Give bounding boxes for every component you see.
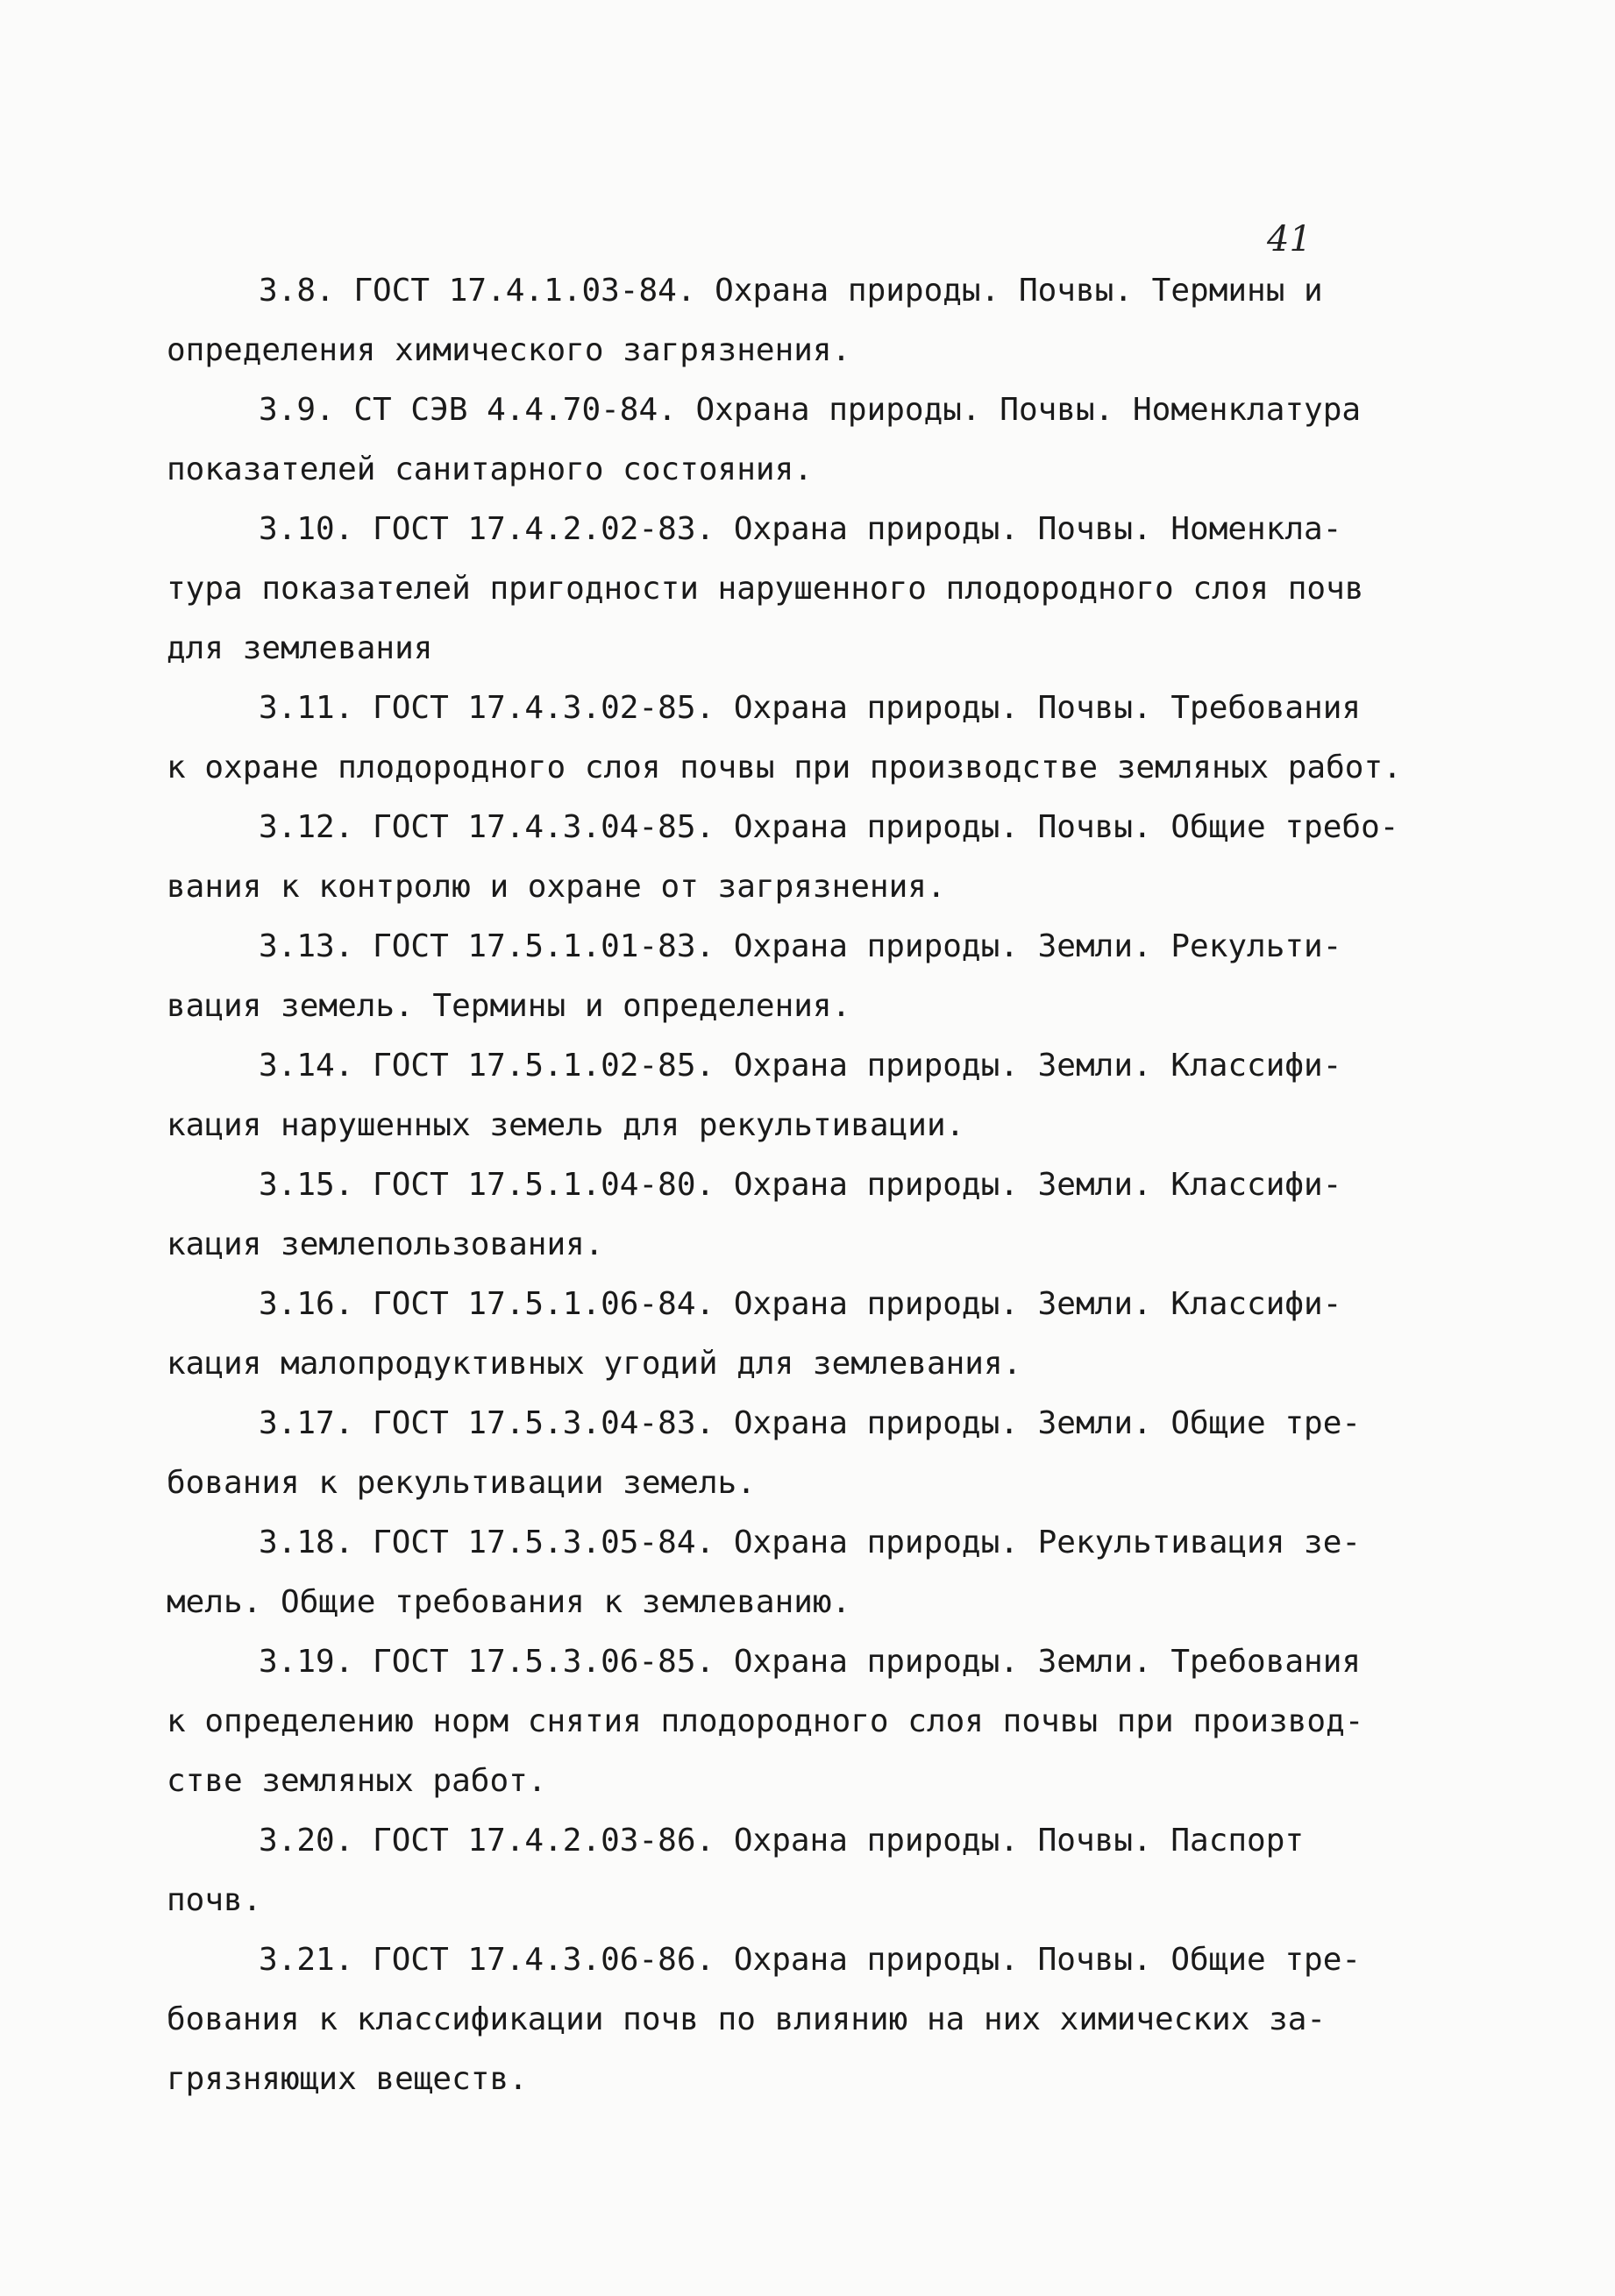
reference-item (167, 261, 1368, 380)
reference-line-first: 3.21. ГОСТ 17.4.3.06-86. Охрана природы. Почвы. Общие тре- (259, 1942, 1362, 1978)
reference-line: вания к контролю и охране от загрязнения. (167, 869, 946, 905)
reference-item (167, 380, 1368, 500)
reference-line: кация малопродуктивных угодий для землевания. (167, 1346, 1022, 1382)
reference-line: мель. Общие требования к землеванию. (167, 1584, 851, 1620)
reference-item (167, 1513, 1368, 1632)
reference-line-first: 3.15. ГОСТ 17.5.1.04-80. Охрана природы. Земли. Классифи- (259, 1167, 1342, 1203)
reference-item (167, 798, 1399, 917)
reference-line: бования к рекультивации земель. (167, 1465, 756, 1501)
reference-line-first: 3.18. ГОСТ 17.5.3.05-84. Охрана природы. Рекультивация зе- (259, 1525, 1362, 1560)
reference-item (167, 1036, 1368, 1155)
reference-line-first: 3.16. ГОСТ 17.5.1.06-84. Охрана природы. Земли. Классифи- (259, 1286, 1342, 1322)
reference-line-first: 3.20. ГОСТ 17.4.2.03-86. Охрана природы. Почвы. Паспорт (259, 1823, 1305, 1859)
reference-line: к определению норм снятия плодородного слоя почвы при производ- (167, 1703, 1364, 1739)
reference-item (167, 500, 1368, 679)
reference-line-first: 3.13. ГОСТ 17.5.1.01-83. Охрана природы. Земли. Рекульти- (259, 928, 1342, 964)
reference-item (167, 679, 1402, 798)
reference-line-first: 3.10. ГОСТ 17.4.2.02-83. Охрана природы. Почвы. Номенкла- (259, 511, 1342, 547)
page-number: 41 (1267, 219, 1312, 259)
reference-item (167, 917, 1368, 1036)
reference-line-first: 3.11. ГОСТ 17.4.3.02-85. Охрана природы. Почвы. Требования (259, 690, 1362, 726)
reference-line: определения химического загрязнения. (167, 332, 851, 368)
reference-line: тура показателей пригодности нарушенного плодородного слоя почв (167, 571, 1364, 607)
reference-line-first: 3.12. ГОСТ 17.4.3.04-85. Охрана природы. Почвы. Общие требо- (259, 809, 1399, 845)
reference-line-first: 3.9. СТ СЭВ 4.4.70-84. Охрана природы. Почвы. Номенклатура (259, 392, 1362, 428)
reference-line: вация земель. Термины и определения. (167, 988, 851, 1024)
reference-line: показателей санитарного состояния. (167, 451, 813, 487)
reference-item (167, 1930, 1368, 2109)
reference-line-first: 3.17. ГОСТ 17.5.3.04-83. Охрана природы. Земли. Общие тре- (259, 1405, 1362, 1441)
reference-item (167, 1811, 1368, 1930)
reference-line-first: 3.14. ГОСТ 17.5.1.02-85. Охрана природы. Земли. Классифи- (259, 1048, 1342, 1084)
reference-item (167, 1155, 1368, 1275)
reference-line-first: 3.8. ГОСТ 17.4.1.03-84. Охрана природы. Почвы. Термины и (259, 273, 1323, 309)
reference-line-first: 3.19. ГОСТ 17.5.3.06-85. Охрана природы. Земли. Требования (259, 1644, 1362, 1680)
reference-item (167, 1394, 1368, 1513)
reference-line: кация землепользования. (167, 1226, 604, 1262)
reference-line: бования к классификации почв по влиянию на них химических за- (167, 2001, 1327, 2037)
reference-item (167, 1632, 1368, 1811)
reference-line: для землевания (167, 630, 433, 666)
reference-item (167, 1275, 1368, 1394)
reference-line: стве земляных работ. (167, 1763, 547, 1799)
reference-line: грязняющих веществ. (167, 2061, 528, 2097)
reference-line: к охране плодородного слоя почвы при производстве земляных работ. (167, 750, 1402, 785)
reference-line: кация нарушенных земель для рекультивации. (167, 1107, 965, 1143)
reference-list (167, 261, 1402, 2109)
reference-line: почв. (167, 1882, 262, 1918)
